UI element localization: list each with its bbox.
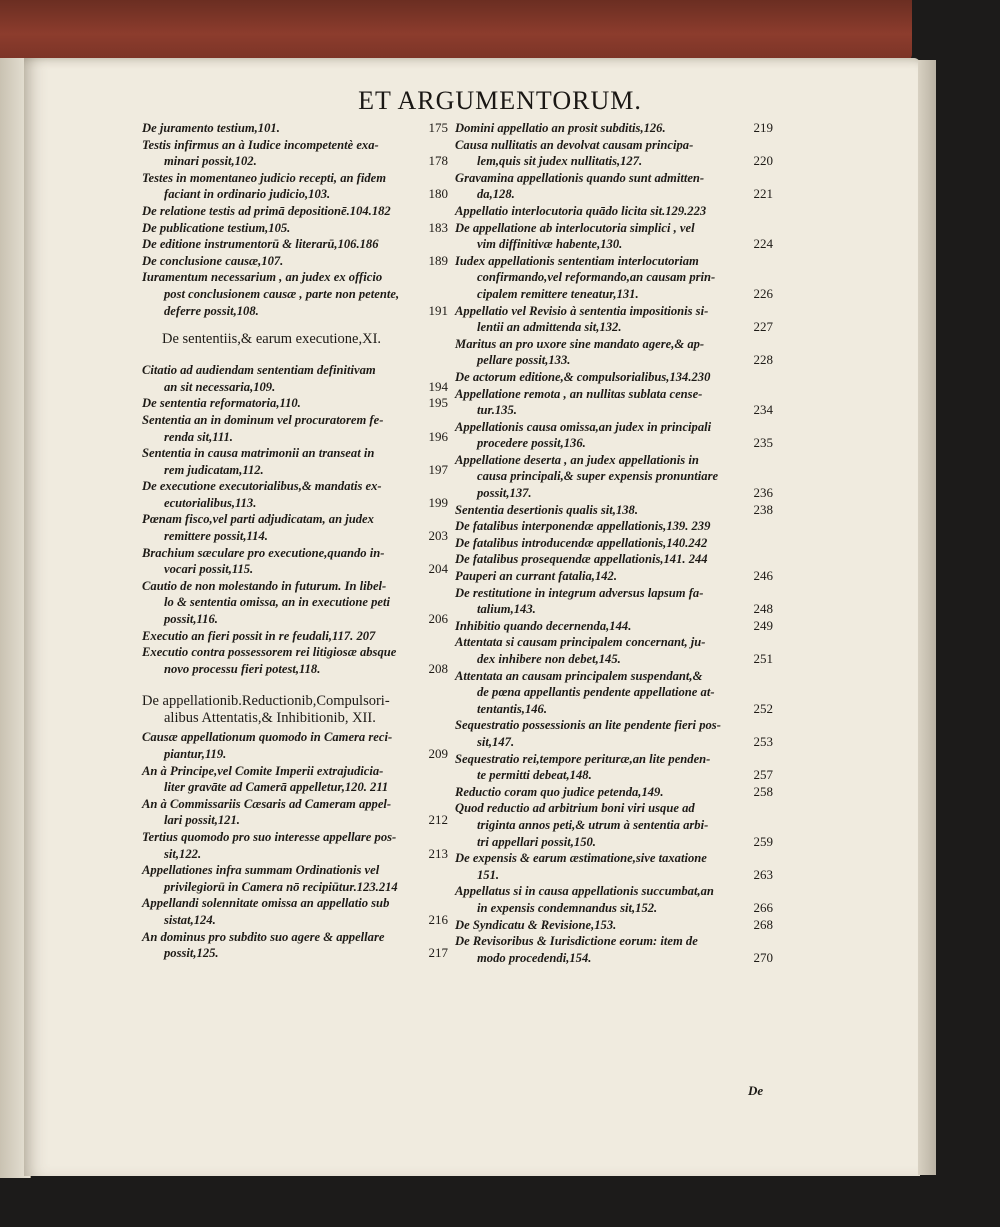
index-entry xyxy=(455,568,773,585)
entry-text-line: Testis infirmus an à Iudice incompetentè exa- xyxy=(142,137,379,152)
entry-text-line: possit,116. xyxy=(164,612,218,627)
page-number: 248 xyxy=(753,601,773,617)
index-entry xyxy=(455,800,773,850)
index-entry xyxy=(455,850,773,883)
entry-text-line: in expensis condemnandus sit,152. xyxy=(477,900,658,915)
entry-text-line: minari possit,102. xyxy=(164,154,257,169)
entry-text-line: De fatalibus interponendæ appellationis,139. 239 xyxy=(455,519,711,534)
entry-text-line: Causæ appellationum quomodo in Camera reci- xyxy=(142,730,393,745)
entry-text-line: lentii an admittenda sit,132. xyxy=(477,320,622,335)
page-number: 238 xyxy=(753,501,773,517)
entry-text-line: tri appellari possit,150. xyxy=(477,834,596,849)
section-heading-line: De sententiis,& earum executione,XI. xyxy=(162,331,382,348)
index-entry xyxy=(455,535,773,552)
entry-text-line: De Revisoribus & Iurisdictione eorum: item de xyxy=(455,934,698,949)
index-entry xyxy=(142,362,448,395)
entry-text-line: possit,137. xyxy=(477,486,532,501)
page-number: 249 xyxy=(753,617,773,633)
index-entry xyxy=(455,253,773,303)
entry-text-line: De fatalibus introducendæ appellationis,140.242 xyxy=(455,535,708,550)
entry-text-line: Causa nullitatis an devolvat causam principa- xyxy=(455,137,694,152)
index-entry xyxy=(455,784,773,801)
index-entry xyxy=(455,419,773,452)
section-heading xyxy=(162,331,448,348)
entry-text-line: vocari possit,115. xyxy=(164,562,254,577)
page-number: 263 xyxy=(753,866,773,882)
entry-text-line: Appellationis causa omissa,an judex in principali xyxy=(455,419,712,434)
index-entry xyxy=(455,203,773,220)
entry-text-line: triginta annos peti,& utrum à sententia arbi- xyxy=(477,817,709,832)
page-number: 266 xyxy=(753,899,773,915)
page-stack-edge xyxy=(918,60,936,1175)
entry-text-line: ecutorialibus,113. xyxy=(164,495,257,510)
entry-text-line: De publicatione testium,105. xyxy=(142,220,291,235)
page-number: 175 xyxy=(428,120,448,135)
page-number: 189 xyxy=(428,252,448,268)
index-entry xyxy=(142,412,448,445)
index-entry xyxy=(142,120,448,137)
page-number: 252 xyxy=(753,700,773,716)
entry-text-line: Sententia in causa matrimonii an transeat in xyxy=(142,446,375,461)
entry-text-line: Quod reductio ad arbitrium boni viri usque ad xyxy=(455,801,695,816)
entry-text-line: procedere possit,136. xyxy=(477,436,586,451)
book-edge-top xyxy=(0,0,912,62)
entry-text-line: faciant in ordinario judicio,103. xyxy=(164,187,331,202)
page-number: 199 xyxy=(428,494,448,510)
entry-text-line: lem,quis sit judex nullitatis,127. xyxy=(477,154,643,169)
page-number: 213 xyxy=(428,845,448,861)
entry-text-line: Attentata an causam principalem suspendant,& xyxy=(455,668,703,683)
page-number: 206 xyxy=(428,611,448,627)
page-number: 270 xyxy=(753,949,773,965)
entry-text-line: Gravamina appellationis quando sunt admitten- xyxy=(455,170,705,185)
index-entry xyxy=(455,502,773,519)
index-entry xyxy=(142,895,448,928)
index-entry xyxy=(142,220,448,237)
index-entry xyxy=(142,137,448,170)
index-entry xyxy=(455,751,773,784)
page-number: 234 xyxy=(753,402,773,418)
entry-text-line: te permitti debeat,148. xyxy=(477,768,592,783)
entry-text-line: Pauperi an currant fatalia,142. xyxy=(455,569,617,584)
index-entry xyxy=(455,668,773,718)
page-number: 191 xyxy=(428,302,448,318)
index-entry xyxy=(455,634,773,667)
page-number: 195 xyxy=(428,395,448,411)
entry-text-line: De sententia reformatoria,110. xyxy=(142,396,301,411)
page-number: 203 xyxy=(428,528,448,544)
index-column-left xyxy=(142,120,448,962)
page-number: 196 xyxy=(428,428,448,444)
section-heading xyxy=(142,693,448,727)
entry-text-line: lo & sententia omissa, an in executione peti xyxy=(164,595,390,610)
page-number: 178 xyxy=(428,153,448,169)
entry-text-line: renda sit,111. xyxy=(164,429,233,444)
entry-text-line: De restitutione in integrum adversus lapsum fa- xyxy=(455,585,704,600)
page-number: 253 xyxy=(753,733,773,749)
entry-text-line: Iuramentum necessarium , an judex ex officio xyxy=(142,270,383,285)
index-entry xyxy=(142,478,448,511)
entry-text-line: Sequestratio rei,tempore perituræ,an lite penden- xyxy=(455,751,711,766)
page-number: 251 xyxy=(753,651,773,666)
index-entry xyxy=(142,170,448,203)
entry-text-line: Appellatio vel Revisio à sententia impositionis si- xyxy=(455,303,709,318)
index-entry xyxy=(455,618,773,635)
entry-text-line: Appellationes infra summam Ordinationis vel xyxy=(142,863,380,878)
page-number: 217 xyxy=(428,945,448,961)
entry-text-line: Attentata si causam principalem concernant, ju- xyxy=(455,635,706,650)
page-number: 228 xyxy=(753,352,773,368)
page-number: 194 xyxy=(428,378,448,394)
section-heading-line: De appellationib.Reductionib,Compulsori- xyxy=(142,693,390,710)
entry-text-line: lari possit,121. xyxy=(164,813,240,828)
entry-text-line: dex inhibere non debet,145. xyxy=(477,652,621,666)
entry-text-line: Appellandi solennitate omissa an appellatio sub xyxy=(142,896,390,911)
entry-text-line: privilegiorū in Camera nō recipiūtur.123.214 xyxy=(164,879,398,894)
entry-text-line: 151. xyxy=(477,867,500,882)
entry-text-line: deferre possit,108. xyxy=(164,303,259,318)
entry-text-line: sistat,124. xyxy=(164,912,216,927)
page-number: 180 xyxy=(428,186,448,202)
entry-text-line: De juramento testium,101. xyxy=(142,121,280,135)
entry-text-line: tur.135. xyxy=(477,403,517,418)
entry-text-line: De appellatione ab interlocutoria simplici , vel xyxy=(455,220,695,235)
index-entry xyxy=(142,628,448,645)
index-entry xyxy=(455,369,773,386)
entry-text-line: De conclusione causæ,107. xyxy=(142,253,284,268)
entry-text-line: talium,143. xyxy=(477,602,536,617)
entry-text-line: Executio contra possessorem rei litigiosæ absque xyxy=(142,645,397,660)
index-entry xyxy=(455,933,773,966)
section-heading-line: alibus Attentatis,& Inhibitionib, XII. xyxy=(164,710,376,727)
page-number: 212 xyxy=(428,812,448,828)
entry-text-line: An à Commissariis Cæsaris ad Cameram appel- xyxy=(142,796,392,811)
page-number: 204 xyxy=(428,561,448,577)
entry-text-line: Brachium sæculare pro executione,quando in- xyxy=(142,545,385,560)
index-entry xyxy=(142,236,448,253)
index-entry xyxy=(142,829,448,862)
page-number: 220 xyxy=(753,153,773,169)
entry-text-line: Citatio ad audiendam sententiam definitivam xyxy=(142,363,376,378)
index-entry xyxy=(455,883,773,916)
page-number: 236 xyxy=(753,485,773,501)
page-number: 258 xyxy=(753,783,773,799)
entry-text-line: De editione instrumentorū & literarū,106.186 xyxy=(142,237,379,252)
entry-text-line: Inhibitio quando decernenda,144. xyxy=(455,618,632,633)
entry-text-line: Testes in momentaneo judicio recepti, an fidem xyxy=(142,170,387,185)
entry-text-line: An dominus pro subdito suo agere & appellare xyxy=(142,929,385,944)
entry-text-line: Pœnam fisco,vel parti adjudicatam, an judex xyxy=(142,512,374,527)
entry-text-line: De executione executorialibus,& mandatis ex- xyxy=(142,479,382,494)
entry-text-line: Reductio coram quo judice petenda,149. xyxy=(455,784,664,799)
entry-text-line: da,128. xyxy=(477,187,515,202)
entry-text-line: vim diffinitivæ habente,130. xyxy=(477,237,623,252)
entry-text-line: confirmando,vel reformando,an causam prin- xyxy=(477,270,716,285)
entry-text-line: De actorum editione,& compulsorialibus,134.230 xyxy=(455,369,711,384)
entry-text-line: De fatalibus prosequendæ appellationis,141. 244 xyxy=(455,552,708,567)
index-entry xyxy=(455,386,773,419)
index-entry xyxy=(142,445,448,478)
entry-text-line: Cautio de non molestando in futurum. In libel- xyxy=(142,578,387,593)
entry-text-line: Maritus an pro uxore sine mandato agere,& ap- xyxy=(455,336,705,351)
page-number: 224 xyxy=(753,236,773,252)
page-number: 227 xyxy=(753,319,773,335)
index-entry xyxy=(455,585,773,618)
index-entry xyxy=(455,137,773,170)
index-entry xyxy=(142,729,448,762)
page-number: 221 xyxy=(753,186,773,202)
index-entry xyxy=(142,253,448,270)
entry-text-line: post conclusionem causæ , parte non petente, xyxy=(164,286,400,301)
entry-text-line: Executio an fieri possit in re feudali,117. 207 xyxy=(142,628,376,643)
entry-text-line: tentantis,146. xyxy=(477,701,547,716)
entry-text-line: Appellatio interlocutoria quādo licita sit.129.223 xyxy=(455,203,707,218)
entry-text-line: Domini appellatio an prosit subditis,126. xyxy=(455,121,666,135)
page-number: 197 xyxy=(428,461,448,477)
index-entry xyxy=(142,395,448,412)
index-entry xyxy=(142,511,448,544)
entry-text-line: modo procedendi,154. xyxy=(477,950,592,965)
page-number: 226 xyxy=(753,285,773,301)
entry-text-line: causa principali,& super expensis pronuntiare xyxy=(477,469,719,484)
index-entry xyxy=(455,336,773,369)
page-number: 183 xyxy=(428,219,448,235)
index-entry xyxy=(142,545,448,578)
entry-text-line: Appellatus si in causa appellationis succumbat,an xyxy=(455,884,714,899)
index-column-right xyxy=(455,120,773,966)
page-number: 216 xyxy=(428,911,448,927)
index-entry xyxy=(142,796,448,829)
page-number: 268 xyxy=(753,916,773,932)
page-number: 219 xyxy=(753,120,773,135)
page-number: 208 xyxy=(428,660,448,676)
entry-text-line: Appellatione deserta , an judex appellationis in xyxy=(455,452,699,467)
index-entry xyxy=(142,269,448,319)
index-entry xyxy=(455,917,773,934)
entry-text-line: de pœna appellantis pendente appellatione at- xyxy=(477,685,715,700)
entry-text-line: Sententia an in dominum vel procuratorem fe- xyxy=(142,412,384,427)
index-entry xyxy=(142,578,448,628)
index-entry xyxy=(455,452,773,502)
page-number: 246 xyxy=(753,568,773,584)
entry-text-line: Sequestratio possessionis an lite pendente fieri pos- xyxy=(455,718,721,733)
index-entry xyxy=(142,929,448,962)
index-entry xyxy=(455,220,773,253)
entry-text-line: sit,122. xyxy=(164,846,202,861)
entry-text-line: De Syndicatu & Revisione,153. xyxy=(455,917,617,932)
entry-text-line: piantur,119. xyxy=(164,747,227,761)
index-entry xyxy=(455,717,773,750)
index-entry xyxy=(142,644,448,677)
index-entry xyxy=(142,862,448,895)
entry-text-line: sit,147. xyxy=(477,734,515,749)
index-entry xyxy=(142,203,448,220)
page-number: 259 xyxy=(753,833,773,849)
entry-text-line: remittere possit,114. xyxy=(164,529,268,544)
entry-text-line: Iudex appellationis sententiam interlocutoriam xyxy=(455,253,699,268)
entry-text-line: Tertius quomodo pro suo interesse appellare pos- xyxy=(142,829,397,844)
entry-text-line: liter gravāte ad Camerā appelletur,120. 211 xyxy=(164,780,389,795)
index-entry xyxy=(455,120,773,137)
index-entry xyxy=(455,303,773,336)
entry-text-line: rem judicatam,112. xyxy=(164,462,264,477)
entry-text-line: An à Principe,vel Comite Imperii extrajudicia- xyxy=(142,763,384,778)
index-entry xyxy=(455,518,773,535)
page-number: 257 xyxy=(753,767,773,783)
running-head: ET ARGUMENTORUM. xyxy=(358,86,642,115)
index-entry xyxy=(455,170,773,203)
entry-text-line: an sit necessaria,109. xyxy=(164,379,276,394)
entry-text-line: cipalem remittere teneatur,131. xyxy=(477,286,639,301)
entry-text-line: novo processu fieri potest,118. xyxy=(164,661,321,676)
page-number: 235 xyxy=(753,435,773,451)
entry-text-line: possit,125. xyxy=(164,946,219,961)
entry-text-line: pellare possit,133. xyxy=(477,353,571,368)
catchword: De xyxy=(748,1083,764,1098)
entry-text-line: De relatione testis ad primā depositionē.104.182 xyxy=(142,203,391,218)
page-number: 209 xyxy=(428,746,448,761)
index-entry xyxy=(142,763,448,796)
entry-text-line: De expensis & earum æstimatione,sive taxatione xyxy=(455,851,707,866)
entry-text-line: Sententia desertionis qualis sit,138. xyxy=(455,502,638,517)
index-entry xyxy=(455,551,773,568)
entry-text-line: Appellatione remota , an nullitas sublata cense- xyxy=(455,386,703,401)
